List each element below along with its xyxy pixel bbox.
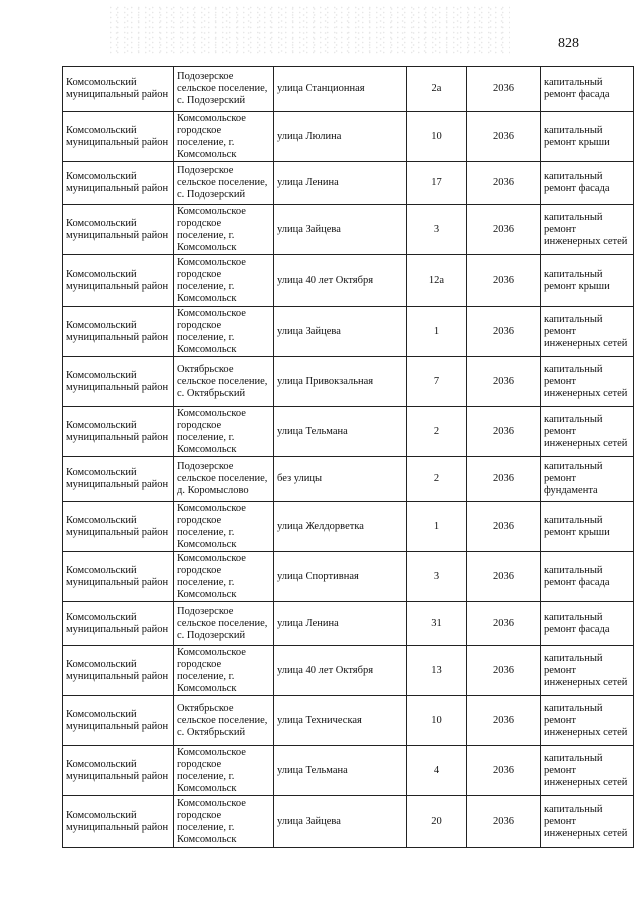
table-row [63, 502, 634, 552]
house-number-cell: 2а [407, 67, 467, 112]
settlement-cell: Подозерское сельское поселение, с. Подозерский [174, 162, 274, 205]
year-cell: 2036 [467, 552, 541, 602]
settlement-cell: Комсомольское городское поселение, г. Комсомольск [174, 205, 274, 255]
street-cell: улица Привокзальная [274, 357, 407, 407]
district-cell: Комсомольский муниципальный район [63, 457, 174, 502]
table-body [63, 67, 634, 848]
work-type-cell: капитальный ремонт инженерных сетей [541, 205, 634, 255]
district-cell: Комсомольский муниципальный район [63, 162, 174, 205]
district-cell: Комсомольский муниципальный район [63, 602, 174, 646]
year-cell: 2036 [467, 162, 541, 205]
year-cell: 2036 [467, 646, 541, 696]
settlement-cell: Комсомольское городское поселение, г. Комсомольск [174, 502, 274, 552]
table-row [63, 696, 634, 746]
district-cell: Комсомольский муниципальный район [63, 696, 174, 746]
table-row [63, 162, 634, 205]
settlement-cell: Комсомольское городское поселение, г. Комсомольск [174, 552, 274, 602]
district-cell: Комсомольский муниципальный район [63, 552, 174, 602]
year-cell: 2036 [467, 255, 541, 307]
year-cell: 2036 [467, 407, 541, 457]
year-cell: 2036 [467, 457, 541, 502]
house-number-cell: 1 [407, 307, 467, 357]
table-row [63, 796, 634, 848]
district-cell: Комсомольский муниципальный район [63, 255, 174, 307]
settlement-cell: Подозерское сельское поселение, с. Подозерский [174, 67, 274, 112]
page-number: 828 [558, 36, 579, 51]
district-cell: Комсомольский муниципальный район [63, 646, 174, 696]
street-cell: улица Зайцева [274, 307, 407, 357]
year-cell: 2036 [467, 307, 541, 357]
table-row [63, 205, 634, 255]
settlement-cell: Октябрьское сельское поселение, с. Октябрьский [174, 696, 274, 746]
work-type-cell: капитальный ремонт крыши [541, 112, 634, 162]
table-row [63, 457, 634, 502]
street-cell: без улицы [274, 457, 407, 502]
street-cell: улица Техническая [274, 696, 407, 746]
year-cell: 2036 [467, 796, 541, 848]
street-cell: улица Ленина [274, 162, 407, 205]
repair-registry-table [62, 66, 634, 848]
settlement-cell: Комсомольское городское поселение, г. Комсомольск [174, 646, 274, 696]
year-cell: 2036 [467, 112, 541, 162]
house-number-cell: 2 [407, 457, 467, 502]
table-row [63, 255, 634, 307]
street-cell: улица Зайцева [274, 205, 407, 255]
street-cell: улица Тельмана [274, 407, 407, 457]
street-cell: улица Зайцева [274, 796, 407, 848]
district-cell: Комсомольский муниципальный район [63, 796, 174, 848]
house-number-cell: 7 [407, 357, 467, 407]
work-type-cell: капитальный ремонт крыши [541, 502, 634, 552]
work-type-cell: капитальный ремонт инженерных сетей [541, 746, 634, 796]
house-number-cell: 10 [407, 696, 467, 746]
house-number-cell: 31 [407, 602, 467, 646]
district-cell: Комсомольский муниципальный район [63, 407, 174, 457]
table-row [63, 357, 634, 407]
table-row [63, 112, 634, 162]
house-number-cell: 3 [407, 552, 467, 602]
settlement-cell: Комсомольское городское поселение, г. Комсомольск [174, 746, 274, 796]
settlement-cell: Комсомольское городское поселение, г. Комсомольск [174, 307, 274, 357]
house-number-cell: 13 [407, 646, 467, 696]
year-cell: 2036 [467, 205, 541, 255]
settlement-cell: Подозерское сельское поселение, д. Коромыслово [174, 457, 274, 502]
work-type-cell: капитальный ремонт фундамента [541, 457, 634, 502]
table-row [63, 67, 634, 112]
house-number-cell: 4 [407, 746, 467, 796]
street-cell: улица Желдорветка [274, 502, 407, 552]
work-type-cell: капитальный ремонт фасада [541, 67, 634, 112]
table-row [63, 552, 634, 602]
street-cell: улица Ленина [274, 602, 407, 646]
house-number-cell: 1 [407, 502, 467, 552]
street-cell: улица Люлина [274, 112, 407, 162]
table-row [63, 307, 634, 357]
street-cell: улица Станционная [274, 67, 407, 112]
district-cell: Комсомольский муниципальный район [63, 357, 174, 407]
settlement-cell: Подозерское сельское поселение, с. Подозерский [174, 602, 274, 646]
work-type-cell: капитальный ремонт фасада [541, 602, 634, 646]
settlement-cell: Комсомольское городское поселение, г. Комсомольск [174, 407, 274, 457]
table-row [63, 602, 634, 646]
work-type-cell: капитальный ремонт инженерных сетей [541, 696, 634, 746]
settlement-cell: Комсомольское городское поселение, г. Комсомольск [174, 112, 274, 162]
year-cell: 2036 [467, 67, 541, 112]
work-type-cell: капитальный ремонт инженерных сетей [541, 796, 634, 848]
year-cell: 2036 [467, 602, 541, 646]
street-cell: улица 40 лет Октября [274, 646, 407, 696]
year-cell: 2036 [467, 502, 541, 552]
settlement-cell: Комсомольское городское поселение, г. Комсомольск [174, 255, 274, 307]
work-type-cell: капитальный ремонт инженерных сетей [541, 407, 634, 457]
district-cell: Комсомольский муниципальный район [63, 307, 174, 357]
street-cell: улица Тельмана [274, 746, 407, 796]
house-number-cell: 17 [407, 162, 467, 205]
settlement-cell: Комсомольское городское поселение, г. Комсомольск [174, 796, 274, 848]
street-cell: улица Спортивная [274, 552, 407, 602]
district-cell: Комсомольский муниципальный район [63, 205, 174, 255]
work-type-cell: капитальный ремонт инженерных сетей [541, 307, 634, 357]
house-number-cell: 3 [407, 205, 467, 255]
work-type-cell: капитальный ремонт крыши [541, 255, 634, 307]
settlement-cell: Октябрьское сельское поселение, с. Октябрьский [174, 357, 274, 407]
district-cell: Комсомольский муниципальный район [63, 67, 174, 112]
table-row [63, 646, 634, 696]
year-cell: 2036 [467, 357, 541, 407]
house-number-cell: 10 [407, 112, 467, 162]
district-cell: Комсомольский муниципальный район [63, 502, 174, 552]
work-type-cell: капитальный ремонт фасада [541, 162, 634, 205]
work-type-cell: капитальный ремонт инженерных сетей [541, 646, 634, 696]
street-cell: улица 40 лет Октября [274, 255, 407, 307]
work-type-cell: капитальный ремонт фасада [541, 552, 634, 602]
table-row [63, 746, 634, 796]
table-row [63, 407, 634, 457]
house-number-cell: 2 [407, 407, 467, 457]
district-cell: Комсомольский муниципальный район [63, 112, 174, 162]
district-cell: Комсомольский муниципальный район [63, 746, 174, 796]
house-number-cell: 12а [407, 255, 467, 307]
work-type-cell: капитальный ремонт инженерных сетей [541, 357, 634, 407]
scan-noise [110, 6, 510, 56]
year-cell: 2036 [467, 696, 541, 746]
house-number-cell: 20 [407, 796, 467, 848]
year-cell: 2036 [467, 746, 541, 796]
